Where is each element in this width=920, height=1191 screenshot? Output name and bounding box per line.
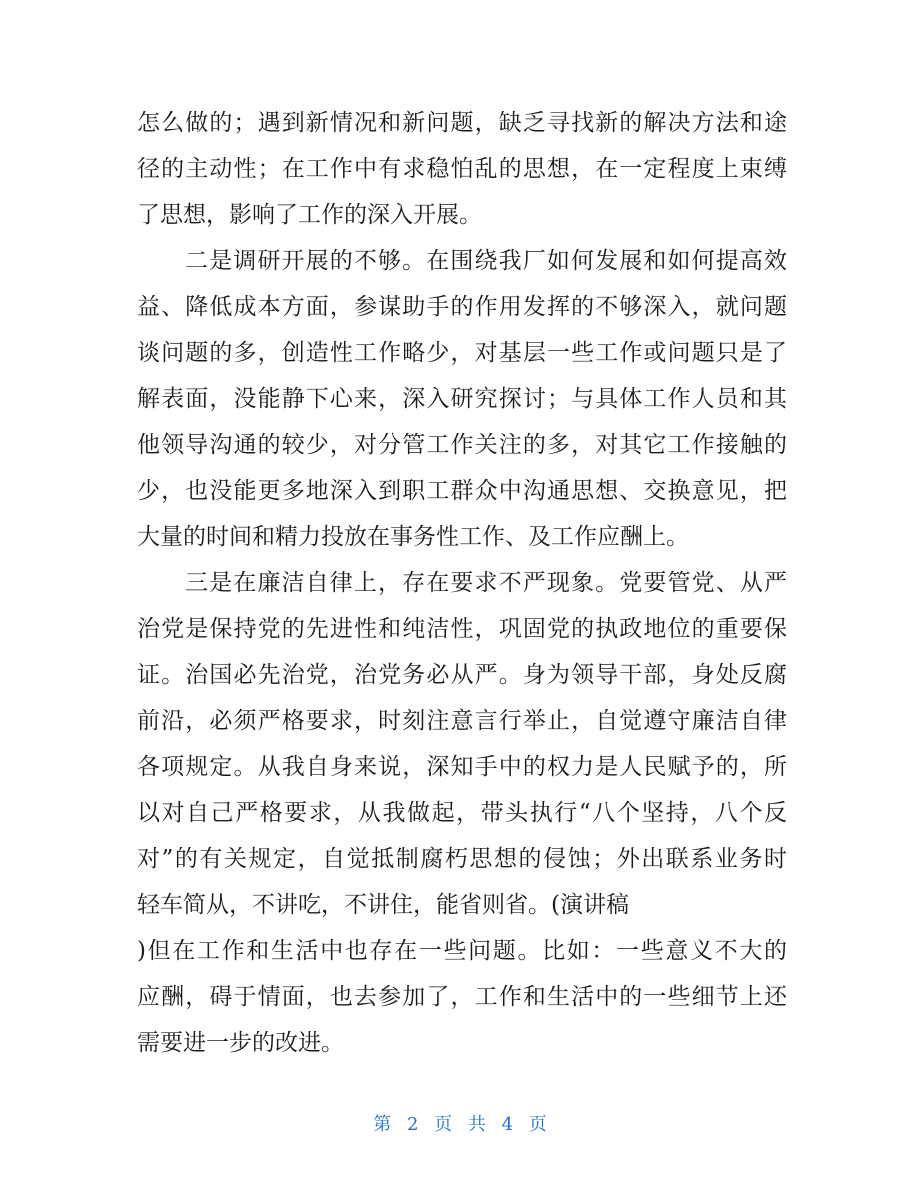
text-line: 前沿，必须严格要求，时刻注意言行举止，自觉遵守廉洁自律: [137, 708, 787, 734]
document-body: [137, 100, 787, 1066]
text-line: 谈问题的多，创造性工作略少，对基层一些工作或问题只是了: [137, 340, 787, 366]
text-line: 三是在廉洁自律上，存在要求不严现象。党要管党、从严: [185, 570, 787, 596]
text-line: 二是调研开展的不够。在围绕我厂如何发展和如何提高效: [185, 248, 787, 274]
text-line: 了思想，影响了工作的深入开展。: [137, 202, 482, 228]
text-line: 需要进一步的改进。: [137, 1030, 344, 1056]
page-label-suffix: 页: [528, 1114, 547, 1135]
text-line: 轻车简从，不讲吃，不讲住，能省则省。(演讲稿: [137, 892, 629, 918]
text-line: 怎么做的；遇到新情况和新问题，缺乏寻找新的解决方法和途: [137, 110, 787, 136]
current-page-number: 2: [406, 1114, 419, 1135]
text-line: 解表面，没能静下心来，深入研究探讨；与具体工作人员和其: [137, 386, 787, 412]
page-label-mid: 页: [434, 1114, 453, 1135]
text-line: 少，也没能更多地深入到职工群众中沟通思想、交换意见，把: [137, 478, 787, 504]
text-line: 对”的有关规定，自觉抵制腐朽思想的侵蚀；外出联系业务时: [137, 846, 787, 872]
text-line: 以对自己严格要求，从我做起，带头执行“八个坚持，八个反: [137, 800, 787, 826]
total-page-count: 4: [501, 1114, 514, 1135]
total-label-prefix: 共: [467, 1114, 486, 1135]
text-line: 各项规定。从我自身来说，深知手中的权力是人民赋予的，所: [137, 754, 787, 780]
paragraph-3: [137, 560, 787, 1066]
text-line: 应酬，碍于情面，也去参加了，工作和生活中的一些细节上还: [137, 984, 787, 1010]
text-line: 径的主动性；在工作中有求稳怕乱的思想，在一定程度上束缚: [137, 156, 787, 182]
text-line: 益、降低成本方面，参谋助手的作用发挥的不够深入，就问题: [137, 294, 787, 320]
paragraph-2: [137, 238, 787, 560]
page-label-prefix: 第: [373, 1114, 392, 1135]
paragraph-1: [137, 100, 787, 238]
text-line: )但在工作和生活中也存在一些问题。比如：一些意义不大的: [137, 938, 787, 964]
page-footer: [0, 1110, 920, 1136]
text-line: 证。治国必先治党，治党务必从严。身为领导干部，身处反腐: [137, 662, 787, 688]
text-line: 他领导沟通的较少，对分管工作关注的多，对其它工作接触的: [137, 432, 787, 458]
text-line: 大量的时间和精力投放在事务性工作、及工作应酬上。: [137, 524, 689, 550]
text-line: 治党是保持党的先进性和纯洁性，巩固党的执政地位的重要保: [137, 616, 787, 642]
